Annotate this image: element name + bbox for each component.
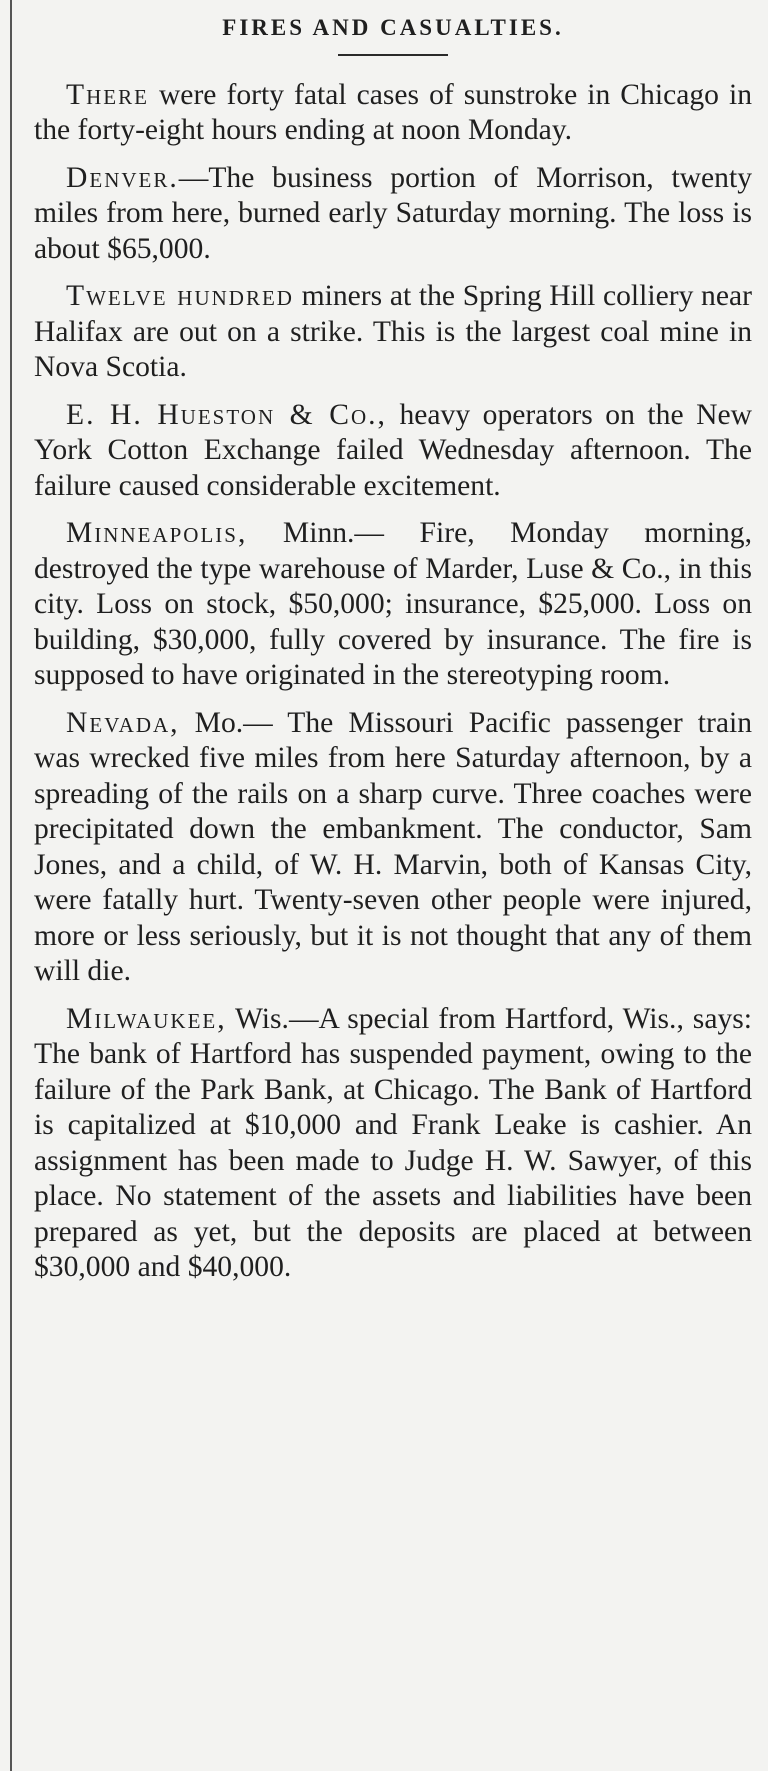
item-lead: E. H. Hueston & Co., — [66, 398, 387, 431]
item-lead: Denver. — [66, 161, 179, 194]
item-lead: Minneapolis, — [66, 517, 248, 550]
news-item-miners-strike — [34, 279, 752, 386]
section-heading: FIRES AND CASUALTIES. — [222, 15, 564, 40]
item-text: were forty fatal cases of sunstroke in Chicago in the forty-eight hours ending at noon Monday. — [34, 78, 752, 147]
news-item-minneapolis-fire — [34, 516, 752, 694]
news-column — [34, 14, 752, 1298]
news-item-nevada-wreck — [34, 706, 752, 990]
item-text: Mo.— The Missouri Pacific passenger train was wrecked five miles from here Saturday afternoon, by a spreading of the rails on a sharp curve. Three coaches were precipitated down the embankment. The conductor, Sam Jones, and a child, of W. H. Marvin, both of Kansas City, were fatally hurt. Twenty-seven other people were injured, more or less seriously, but it is not thought that any of them will die. — [34, 706, 752, 988]
item-lead: Nevada, — [66, 706, 180, 739]
item-lead: Twelve hundred — [66, 280, 294, 313]
item-text: miners at the Spring Hill colliery near Halifax are out on a strike. This is the largest coal mine in Nova Scotia. — [34, 280, 752, 384]
item-text: —The business portion of Morrison, twenty miles from here, burned early Saturday morning. The loss is about $65,000. — [34, 161, 752, 265]
news-item-sunstroke — [34, 78, 752, 149]
item-text: Wis.—A special from Hartford, Wis., says: The bank of Hartford has suspended payment, owing to the failure of the Park Bank, at Chicago. The Bank of Hartford is capitalized at $10,000 and Frank Leake is cashier. An assignment has been made to Judge H. W. Sawyer, of this place. No statement of the assets and liabilities have been prepared as yet, but the deposits are placed at between $30,000 and $40,000. — [34, 1002, 752, 1284]
item-lead: Milwaukee, — [66, 1002, 227, 1035]
news-item-hueston-failure — [34, 398, 752, 505]
item-text: heavy operators on the New York Cotton Exchange failed Wednesday afternoon. The failure caused considerable excitement. — [34, 398, 753, 502]
column-rule — [10, 0, 12, 1771]
item-lead: There — [66, 78, 149, 111]
news-item-denver — [34, 161, 752, 268]
heading-divider — [338, 54, 448, 56]
news-item-milwaukee-bank — [34, 1002, 752, 1286]
item-text: Minn.— Fire, Monday morning, destroyed the type warehouse of Marder, Luse & Co., in this city. Loss on stock, $50,000; insurance, $25,000. Loss on building, $30,000, fully covered by insurance. The fire is supposed to have originated in the stereotyping room. — [34, 517, 752, 692]
